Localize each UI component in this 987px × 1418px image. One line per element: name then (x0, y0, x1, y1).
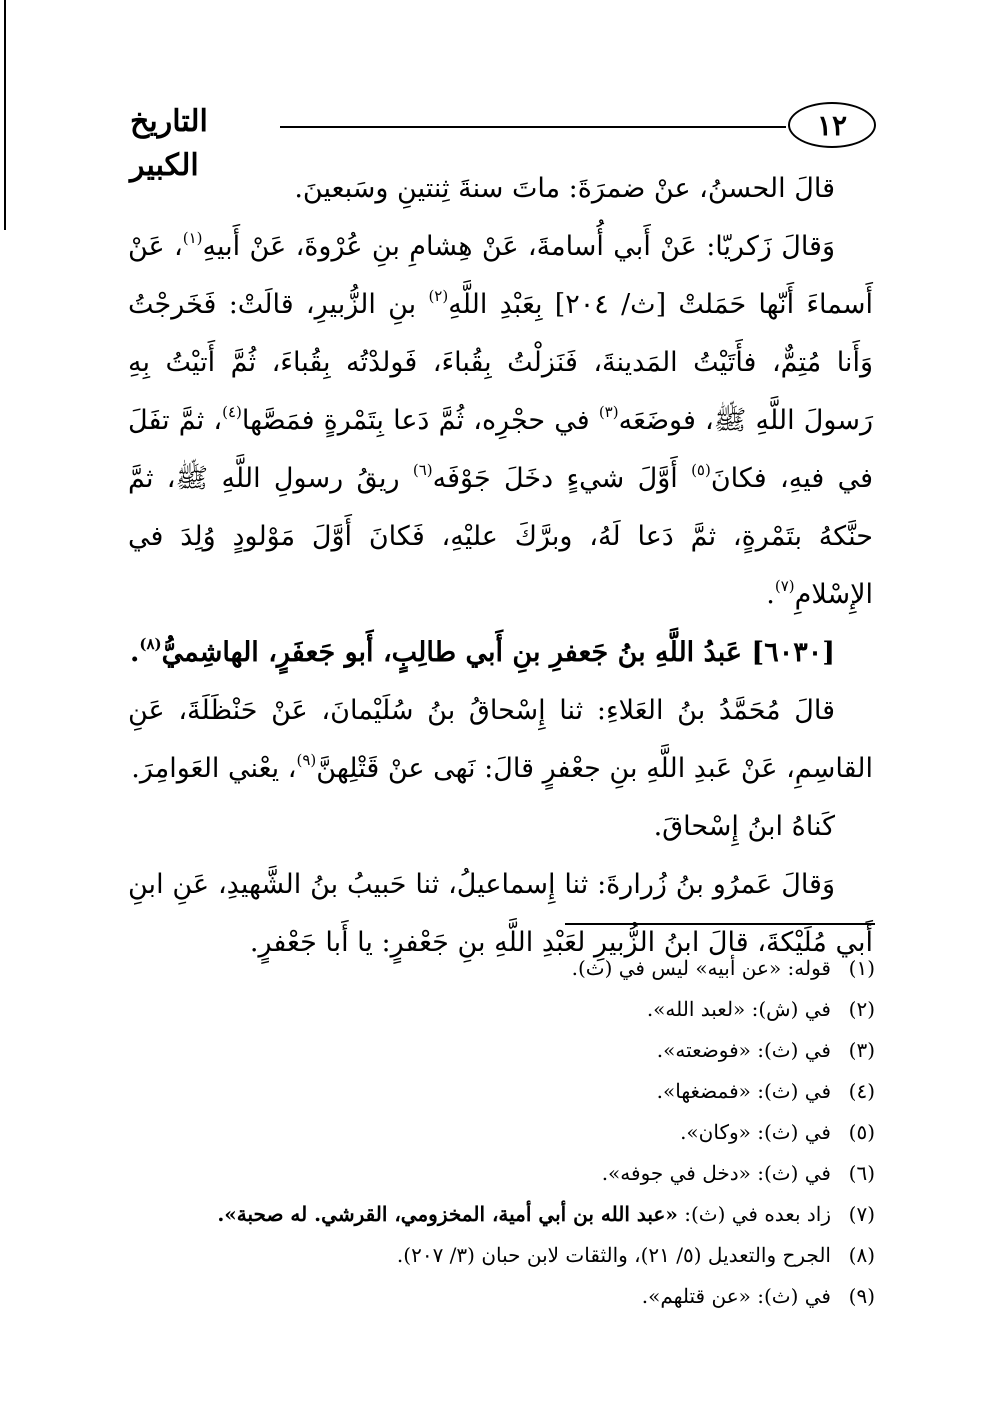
footnote (200, 1194, 875, 1235)
paragraph: قالَ الحسنُ، عنْ ضمرَةَ: ماتَ سنةَ ثِنتينِ وسَبعينَ. (294, 173, 835, 204)
footnote (200, 948, 875, 989)
page-edge-line (4, 0, 6, 230)
paragraph (128, 682, 873, 798)
page-number: ١٢ (788, 102, 876, 148)
footnotes (200, 948, 875, 1317)
footnote-ref[interactable]: (١) (182, 229, 203, 247)
paragraph: كَناهُ ابنُ إِسْحاقَ. (653, 811, 835, 842)
footnote-ref[interactable]: (٦) (412, 461, 433, 479)
footnote (200, 1030, 875, 1071)
footnote-text (200, 1194, 831, 1235)
footnote (200, 1112, 875, 1153)
footnote-number: (٤) (848, 1079, 875, 1103)
footnote-text: في (ث): «عن قتلهم». (641, 1284, 831, 1308)
text-run: أَوَّلَ شيءٍ دخَلَ جَوْفَه (432, 463, 692, 494)
footnote-number: (٦) (848, 1161, 875, 1185)
header-rule (280, 126, 786, 128)
footnote (200, 1276, 875, 1317)
footnote (200, 1071, 875, 1112)
footnote-text: الجرح والتعديل (٥/ ٢١)، والثقات لابن حبان (٣/ ٢٠٧). (396, 1243, 831, 1267)
footnote (200, 1235, 875, 1276)
footnote-ref[interactable]: (٥) (691, 461, 711, 479)
footnote (200, 1153, 875, 1194)
footnote-ref[interactable]: (٢) (428, 287, 449, 305)
text-run: بنِ الزُّبيرِ، قالَتْ: فَخَرجْتُ وَأَنا مُتِمٌّ، فأَتَيْتُ المَدينةَ، فَنَزلْتُ بِقُباءَ، فَولدْتُه بِقُباءَ، ثُمَّ أَتيْتُ بِهِ رَسولَ اللَّهِ ﷺ، فوضَعَه (128, 289, 874, 436)
page-header (130, 100, 876, 183)
footnote-number: (٢) (848, 997, 875, 1021)
footnote-text: في (ث): «فوضعته». (656, 1038, 831, 1062)
footnote-number: (٣) (848, 1038, 875, 1062)
main-text (128, 160, 873, 972)
paragraph (128, 218, 873, 624)
entry-name: عَبدُ اللَّهِ بنُ جَعفرِ بنِ أَبي طالِبٍ، أَبو جَعفَرٍ، الهاشِميُّ (161, 637, 752, 668)
text-run: . (129, 637, 140, 668)
text-run: ، يعْني العَوامِرَ. (131, 753, 297, 784)
footnote-number: (٥) (848, 1120, 875, 1144)
text-run: ، ثمَّ تفَلَ في فيهِ، فكانَ (128, 405, 874, 494)
paragraph: وَقالَ عَمرُو بنُ زُرارةَ: ثنا إِسماعيلُ، ثنا حَبيبُ بنُ الشَّهيدِ، عَنِ ابنِ أَبي مُلَيْكةَ، قالَ ابنُ الزُّبيرِ لعَبْدِ اللَّهِ بنِ جَعْفرٍ: يا أَبا جَعْفرٍ. (128, 869, 873, 958)
text-run: . (766, 579, 775, 610)
footnote-ref[interactable]: (٨) (139, 635, 162, 653)
text-run: في حجْرِه، ثُمَّ دَعا بِتَمْرةٍ فمَصَّها (241, 405, 599, 436)
footnote-number: (٨) (848, 1243, 875, 1267)
footnote-ref[interactable]: (٤) (222, 403, 242, 421)
text-run: ريقُ رسولِ اللَّهِ ﷺ، ثمَّ حنَّكهُ بتَمْرةٍ، ثمَّ دَعا لَهُ، وبرَّكَ عليْهِ، فَكانَ أَوَّلَ مَوْلودٍ وُلِدَ في الإِسْلامِ (128, 463, 873, 610)
footnote-text: في (ث): «دخل في جوفه». (601, 1161, 831, 1185)
footnote-ref[interactable]: (٧) (774, 577, 795, 595)
book-title: التاريخ الكبير (130, 104, 208, 183)
text-run: ، عَنْ أَسماءَ أَنّها حَمَلتْ [ث/ ٢٠٤] بِعَبْدِ اللَّهِ (128, 231, 874, 320)
footnote-text: في (ش): «لعبد الله». (646, 997, 831, 1021)
footnote-text: في (ث): «وكان». (680, 1120, 831, 1144)
footnote (200, 989, 875, 1030)
footnote-number: (٩) (848, 1284, 875, 1308)
footnote-text: في (ث): «فمضغها». (656, 1079, 831, 1103)
footnote-ref[interactable]: (٣) (598, 403, 619, 421)
entry-heading (128, 624, 873, 682)
text-run: قالَ مُحَمَّدُ بنُ العَلاءِ: ثنا إِسْحاقُ بنُ سُلَيْمانَ، عَنْ حَنْظَلَةَ، عَنِ القاسِمِ، عَنْ عَبدِ اللَّهِ بنِ جعْفرٍ قالَ: نَهى عنْ قَتْلِهنَّ (128, 695, 873, 784)
footnote-prefix: زاد بعده في (ث): (677, 1202, 831, 1226)
footnote-text: قوله: «عن أبيه» ليس في (ث). (571, 956, 831, 980)
footnote-number: (١) (848, 956, 875, 980)
footnote-number: (٧) (848, 1202, 875, 1226)
footnote-rule (565, 923, 875, 925)
text-run: وَقالَ زَكريّا: عَنْ أَبي أُسامةَ، عَنْ هِشامِ بنِ عُرْوةَ، عَنْ أَبيهِ (202, 231, 835, 262)
footnote-bold-quote: «عبد الله بن أبي أمية، المخزومي، القرشي. له صحبة». (217, 1202, 678, 1226)
footnote-ref[interactable]: (٩) (296, 751, 317, 769)
entry-number: [٦٠٣٠] (751, 637, 835, 668)
